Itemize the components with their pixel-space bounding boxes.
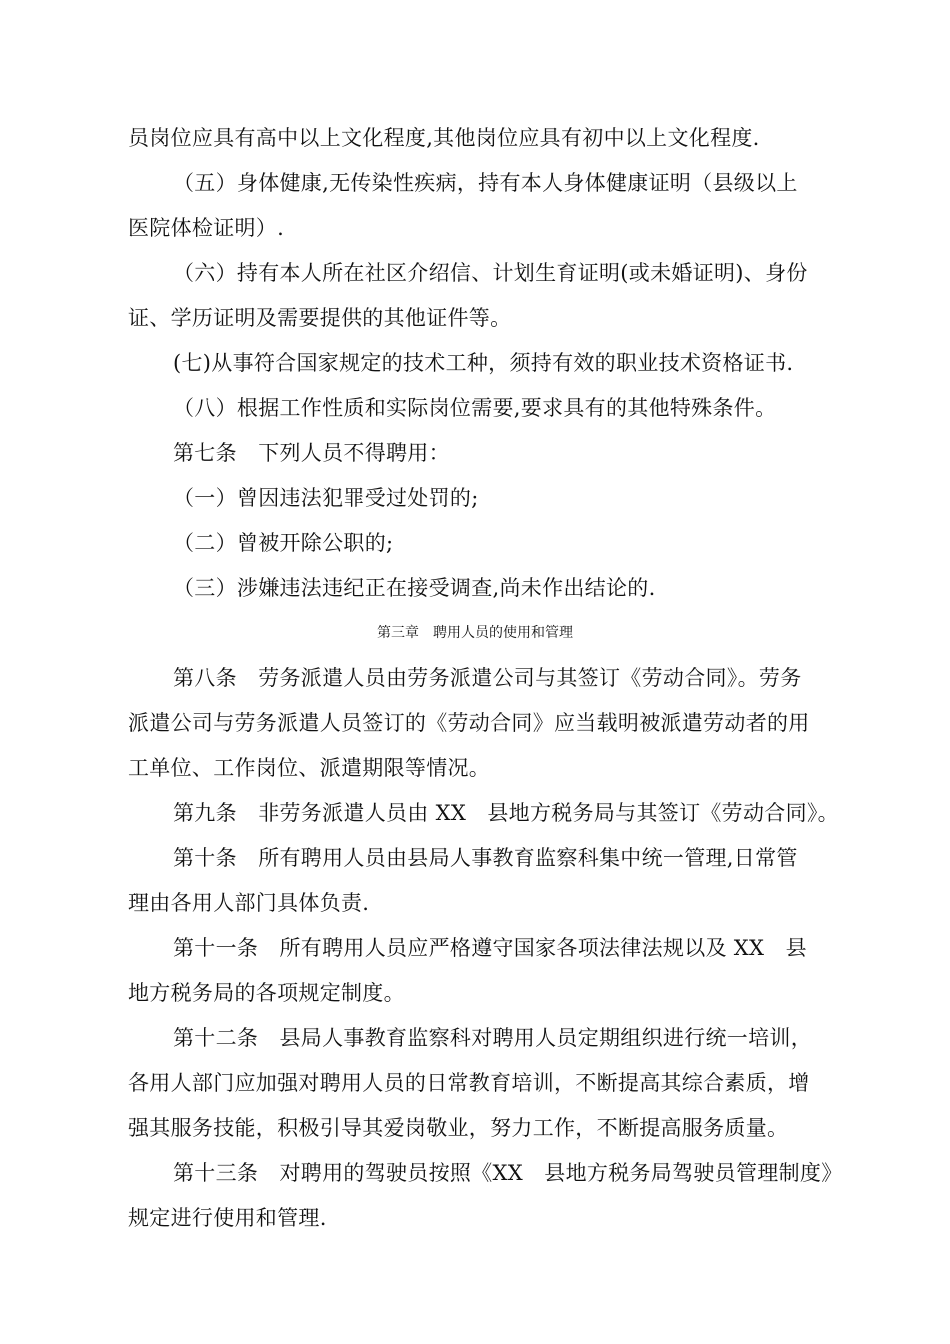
article-heading: 第十一条 所有聘用人员应严格遵守国家各项法律法规以及 XX 县	[173, 936, 807, 960]
text-line: (七)从事符合国家规定的技术工种，须持有效的职业技术资格证书.	[173, 351, 794, 375]
text-line: 规定进行使用和管理.	[128, 1206, 327, 1230]
article-heading: 第七条 下列人员不得聘用：	[173, 441, 450, 465]
article-heading: 第十二条 县局人事教育监察科对聘用人员定期组织进行统一培训，	[173, 1026, 812, 1050]
text-line: 各用人部门应加强对聘用人员的日常教育培训，不断提高其综合素质，增	[128, 1071, 810, 1095]
text-line: （二）曾被开除公职的;	[173, 531, 394, 555]
text-line: （一）曾因违法犯罪受过处罚的;	[173, 486, 479, 510]
text-line: 员岗位应具有高中以上文化程度,其他岗位应具有初中以上文化程度.	[128, 126, 760, 150]
article-heading: 第十条 所有聘用人员由县局人事教育监察科集中统一管理,日常管	[173, 846, 798, 870]
text-line: 证、学历证明及需要提供的其他证件等。	[128, 306, 512, 330]
article-heading: 第八条 劳务派遣人员由劳务派遣公司与其签订《劳动合同》。劳务	[173, 666, 802, 690]
text-line: 强其服务技能，积极引导其爱岗敬业，努力工作，不断提高服务质量。	[128, 1116, 789, 1140]
text-line: 医院体检证明）.	[128, 216, 285, 240]
text-line: （六）持有本人所在社区介绍信、计划生育证明(或未婚证明)、身份	[173, 261, 808, 285]
text-line: 地方税务局的各项规定制度。	[128, 981, 405, 1005]
text-line: 派遣公司与劳务派遣人员签订的《劳动合同》应当载明被派遣劳动者的用	[128, 711, 810, 735]
article-heading: 第十三条 对聘用的驾驶员按照《XX 县地方税务局驾驶员管理制度》	[173, 1161, 843, 1185]
text-line: （三）涉嫌违法违纪正在接受调查,尚未作出结论的.	[173, 576, 656, 600]
article-heading: 第九条 非劳务派遣人员由 XX 县地方税务局与其签订《劳动合同》。	[173, 801, 839, 825]
chapter-heading: 第三章 聘用人员的使用和管理	[377, 625, 573, 641]
text-line: （五）身体健康,无传染性疾病，持有本人身体健康证明（县级以上	[173, 171, 798, 195]
text-line: 工单位、工作岗位、派遣期限等情况。	[128, 756, 491, 780]
text-line: （八）根据工作性质和实际岗位需要,要求具有的其他特殊条件。	[173, 396, 777, 420]
text-line: 理由各用人部门具体负责.	[128, 891, 370, 915]
